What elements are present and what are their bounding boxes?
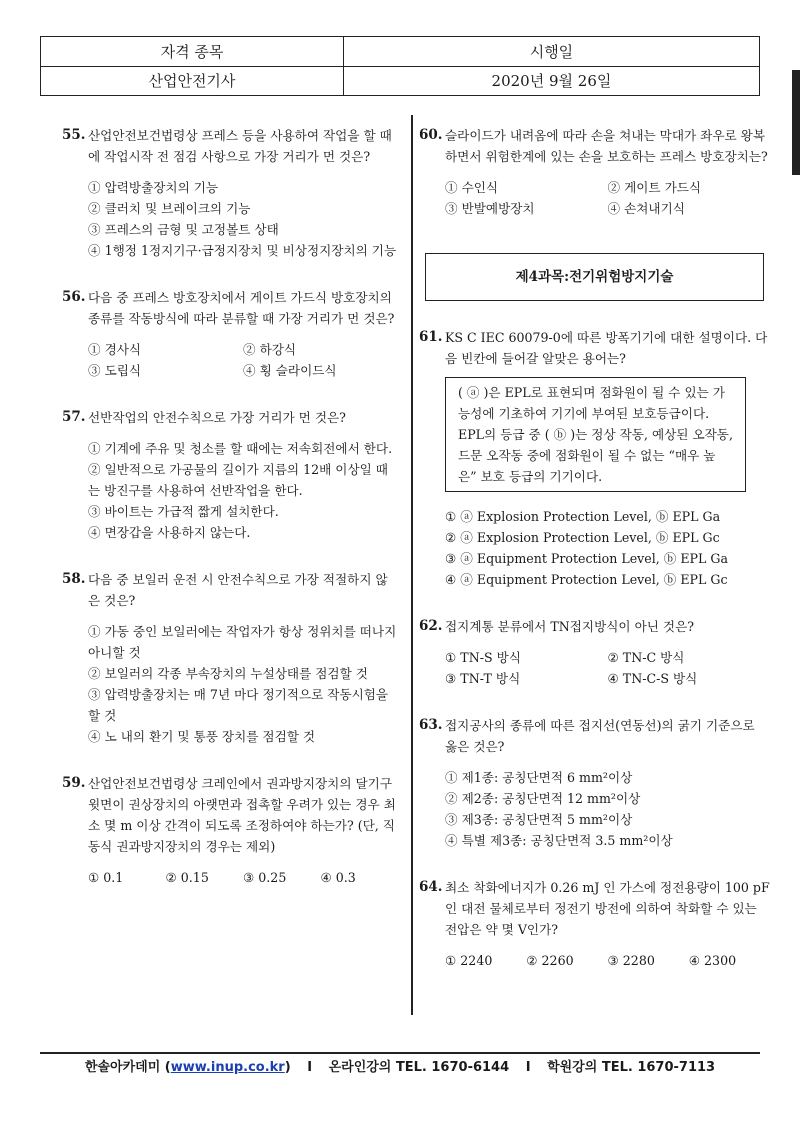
left-column bbox=[62, 125, 398, 914]
option-3[interactable]: ③ 압력방출장치는 매 7년 마다 정기적으로 작동시험을 할 것 bbox=[88, 687, 389, 723]
option-2[interactable]: ② 0.15 bbox=[165, 870, 209, 885]
question-60 bbox=[419, 125, 770, 219]
footer-paren: ) bbox=[284, 1060, 291, 1075]
question-62 bbox=[419, 616, 770, 689]
question-stem: 산업안전보건법령상 크레인에서 권과방지장치의 달기구 윗면이 권상장치의 아랫면과 접촉할 우려가 있는 경우 최소 몇 m 이상 간격이 되도록 조정하여야 하는가? (단, 직동식 권과방지장치의 경우는 제외) bbox=[88, 776, 396, 854]
option-1[interactable]: ① 0.1 bbox=[88, 870, 124, 885]
option-4[interactable]: ④ 횡 슬라이드식 bbox=[243, 363, 337, 378]
option-2[interactable]: ② ⓐ Explosion Protection Level, ⓑ EPL Gc bbox=[445, 530, 720, 545]
footer-online-tel: 온라인강의 TEL. 1670-6144 bbox=[328, 1060, 510, 1075]
question-number: 63. bbox=[419, 717, 443, 733]
option-1[interactable]: ① 경사식 bbox=[88, 342, 142, 357]
header-label-subject: 자격 종목 bbox=[41, 37, 344, 67]
option-1[interactable]: ① 기계에 주유 및 청소를 할 때에는 저속회전에서 한다. bbox=[88, 441, 393, 456]
option-4[interactable]: ④ 2300 bbox=[688, 953, 737, 968]
option-2[interactable]: ② 보일러의 각종 부속장치의 누설상태를 점검할 것 bbox=[88, 666, 368, 681]
option-3[interactable]: ③ 바이트는 가급적 짧게 설치한다. bbox=[88, 504, 279, 519]
footer bbox=[40, 1056, 760, 1075]
footer-separator: I bbox=[307, 1060, 313, 1075]
option-3[interactable]: ③ 반발예방장치 bbox=[445, 201, 535, 216]
option-2[interactable]: ② 일반적으로 가공물의 길이가 지름의 12배 이상일 때는 방진구를 사용하여 선반작업을 한다. bbox=[88, 462, 388, 498]
options bbox=[425, 177, 770, 219]
header-value-date: 2020년 9월 26일 bbox=[343, 66, 759, 96]
option-4[interactable]: ④ 0.3 bbox=[320, 870, 356, 885]
option-2[interactable]: ② 클러치 및 브레이크의 기능 bbox=[88, 201, 251, 216]
question-61 bbox=[419, 327, 770, 590]
option-1[interactable]: ① TN-S 방식 bbox=[445, 650, 521, 665]
option-1[interactable]: ① 가동 중인 보일러에는 작업자가 항상 정위치를 떠나지 아니할 것 bbox=[88, 624, 397, 660]
options bbox=[68, 339, 398, 381]
options bbox=[425, 647, 770, 689]
question-number: 60. bbox=[419, 127, 443, 143]
option-3[interactable]: ③ 프레스의 금형 및 고정볼트 상태 bbox=[88, 222, 279, 237]
question-63 bbox=[419, 715, 770, 851]
question-stem: 다음 중 프레스 방호장치에서 게이트 가드식 방호장치의 종류를 작동방식에 따라 분류할 때 가장 거리가 먼 것은? bbox=[88, 290, 395, 326]
footer-separator: I bbox=[525, 1060, 531, 1075]
header-table bbox=[40, 36, 760, 96]
question-number: 57. bbox=[62, 409, 86, 425]
footer-website-link[interactable]: www.inup.co.kr bbox=[170, 1060, 285, 1075]
option-4[interactable]: ④ 1행정 1정지기구·급정지장치 및 비상정지장치의 기능 bbox=[88, 243, 397, 258]
column-divider bbox=[411, 115, 413, 1015]
question-number: 64. bbox=[419, 879, 443, 895]
option-3[interactable]: ③ 도립식 bbox=[88, 363, 142, 378]
option-2[interactable]: ② 2260 bbox=[526, 953, 574, 968]
right-column bbox=[419, 125, 770, 997]
question-stem: KS C IEC 60079-0에 따른 방폭기기에 대한 설명이다. 다음 빈칸에 들어갈 알맞은 용어는? bbox=[445, 330, 768, 366]
question-number: 55. bbox=[62, 127, 86, 143]
question-64 bbox=[419, 877, 770, 971]
question-stem: 슬라이드가 내려옴에 따라 손을 쳐내는 막대가 좌우로 왕복하면서 위험한계에 있는 손을 보호하는 프레스 방호장치는? bbox=[445, 128, 768, 164]
options bbox=[425, 767, 770, 851]
question-number: 62. bbox=[419, 618, 443, 634]
question-stem: 접지공사의 종류에 따른 접지선(연동선)의 굵기 기준으로 옳은 것은? bbox=[445, 718, 755, 754]
option-1[interactable]: ① 제1종: 공칭단면적 6 mm²이상 bbox=[445, 770, 633, 785]
option-3[interactable]: ③ 2280 bbox=[607, 953, 655, 968]
options bbox=[68, 438, 398, 543]
question-57 bbox=[62, 407, 398, 543]
question-number: 56. bbox=[62, 289, 86, 305]
option-4[interactable]: ④ 손쳐내기식 bbox=[607, 201, 685, 216]
subject-title: 제4과목:전기위험방지기술 bbox=[425, 253, 764, 301]
option-1[interactable]: ① ⓐ Explosion Protection Level, ⓑ EPL Ga bbox=[445, 509, 721, 524]
header-label-date: 시행일 bbox=[343, 37, 759, 67]
side-tab-marker bbox=[792, 70, 800, 175]
option-1[interactable]: ① 압력방출장치의 기능 bbox=[88, 180, 219, 195]
options bbox=[68, 621, 398, 747]
option-4[interactable]: ④ ⓐ Equipment Protection Level, ⓑ EPL Gc bbox=[445, 572, 728, 587]
option-2[interactable]: ② 하강식 bbox=[243, 342, 297, 357]
header-value-subject: 산업안전기사 bbox=[41, 66, 344, 96]
option-4[interactable]: ④ 특별 제3종: 공칭단면적 3.5 mm²이상 bbox=[445, 833, 673, 848]
question-stem: 산업안전보건법령상 프레스 등을 사용하여 작업을 할 때에 작업시작 전 점검 사항으로 가장 거리가 먼 것은? bbox=[88, 128, 392, 164]
option-4[interactable]: ④ 면장갑을 사용하지 않는다. bbox=[88, 525, 251, 540]
options bbox=[68, 177, 398, 261]
question-58 bbox=[62, 569, 398, 747]
footer-divider bbox=[40, 1052, 760, 1054]
question-59 bbox=[62, 773, 398, 888]
footer-academy: 한솔아카데미 ( bbox=[84, 1060, 171, 1075]
options bbox=[425, 506, 770, 590]
footer-offline-tel: 학원강의 TEL. 1670-7113 bbox=[547, 1060, 716, 1075]
option-3[interactable]: ③ 제3종: 공칭단면적 5 mm²이상 bbox=[445, 812, 633, 827]
question-number: 58. bbox=[62, 571, 86, 587]
question-passage-box: ( ⓐ )은 EPL로 표현되며 점화원이 될 수 있는 가능성에 기초하여 기기에 부여된 보호등급이다. EPL의 등급 중 ( ⓑ )는 정상 작동, 예상된 오작동, 드문 오작동 중에 점화원이 될 수 없는 “매우 높은” 보호 등급의 기기이다. bbox=[445, 377, 746, 492]
question-number: 61. bbox=[419, 329, 443, 345]
option-2[interactable]: ② 게이트 가드식 bbox=[607, 180, 702, 195]
option-3[interactable]: ③ 0.25 bbox=[243, 870, 287, 885]
question-stem: 다음 중 보일러 운전 시 안전수칙으로 가장 적절하지 않은 것은? bbox=[88, 572, 388, 608]
option-2[interactable]: ② TN-C 방식 bbox=[607, 650, 685, 665]
question-stem: 최소 착화에너지가 0.26 mJ 인 가스에 정전용량이 100 pF 인 대전 물체로부터 정전기 방전에 의하여 착화할 수 있는 전압은 약 몇 V인가? bbox=[445, 880, 770, 937]
question-56 bbox=[62, 287, 398, 381]
option-1[interactable]: ① 수인식 bbox=[445, 180, 499, 195]
question-stem: 접지계통 분류에서 TN접지방식이 아닌 것은? bbox=[445, 619, 694, 634]
option-3[interactable]: ③ ⓐ Equipment Protection Level, ⓑ EPL Ga bbox=[445, 551, 728, 566]
options bbox=[68, 867, 398, 888]
options bbox=[425, 950, 770, 971]
option-3[interactable]: ③ TN-T 방식 bbox=[445, 671, 521, 686]
question-number: 59. bbox=[62, 775, 86, 791]
question-stem: 선반작업의 안전수칙으로 가장 거리가 먼 것은? bbox=[88, 410, 346, 425]
option-4[interactable]: ④ TN-C-S 방식 bbox=[607, 671, 698, 686]
option-2[interactable]: ② 제2종: 공칭단면적 12 mm²이상 bbox=[445, 791, 641, 806]
option-4[interactable]: ④ 노 내의 환기 및 통풍 장치를 점검할 것 bbox=[88, 729, 316, 744]
option-1[interactable]: ① 2240 bbox=[445, 953, 493, 968]
question-55 bbox=[62, 125, 398, 261]
